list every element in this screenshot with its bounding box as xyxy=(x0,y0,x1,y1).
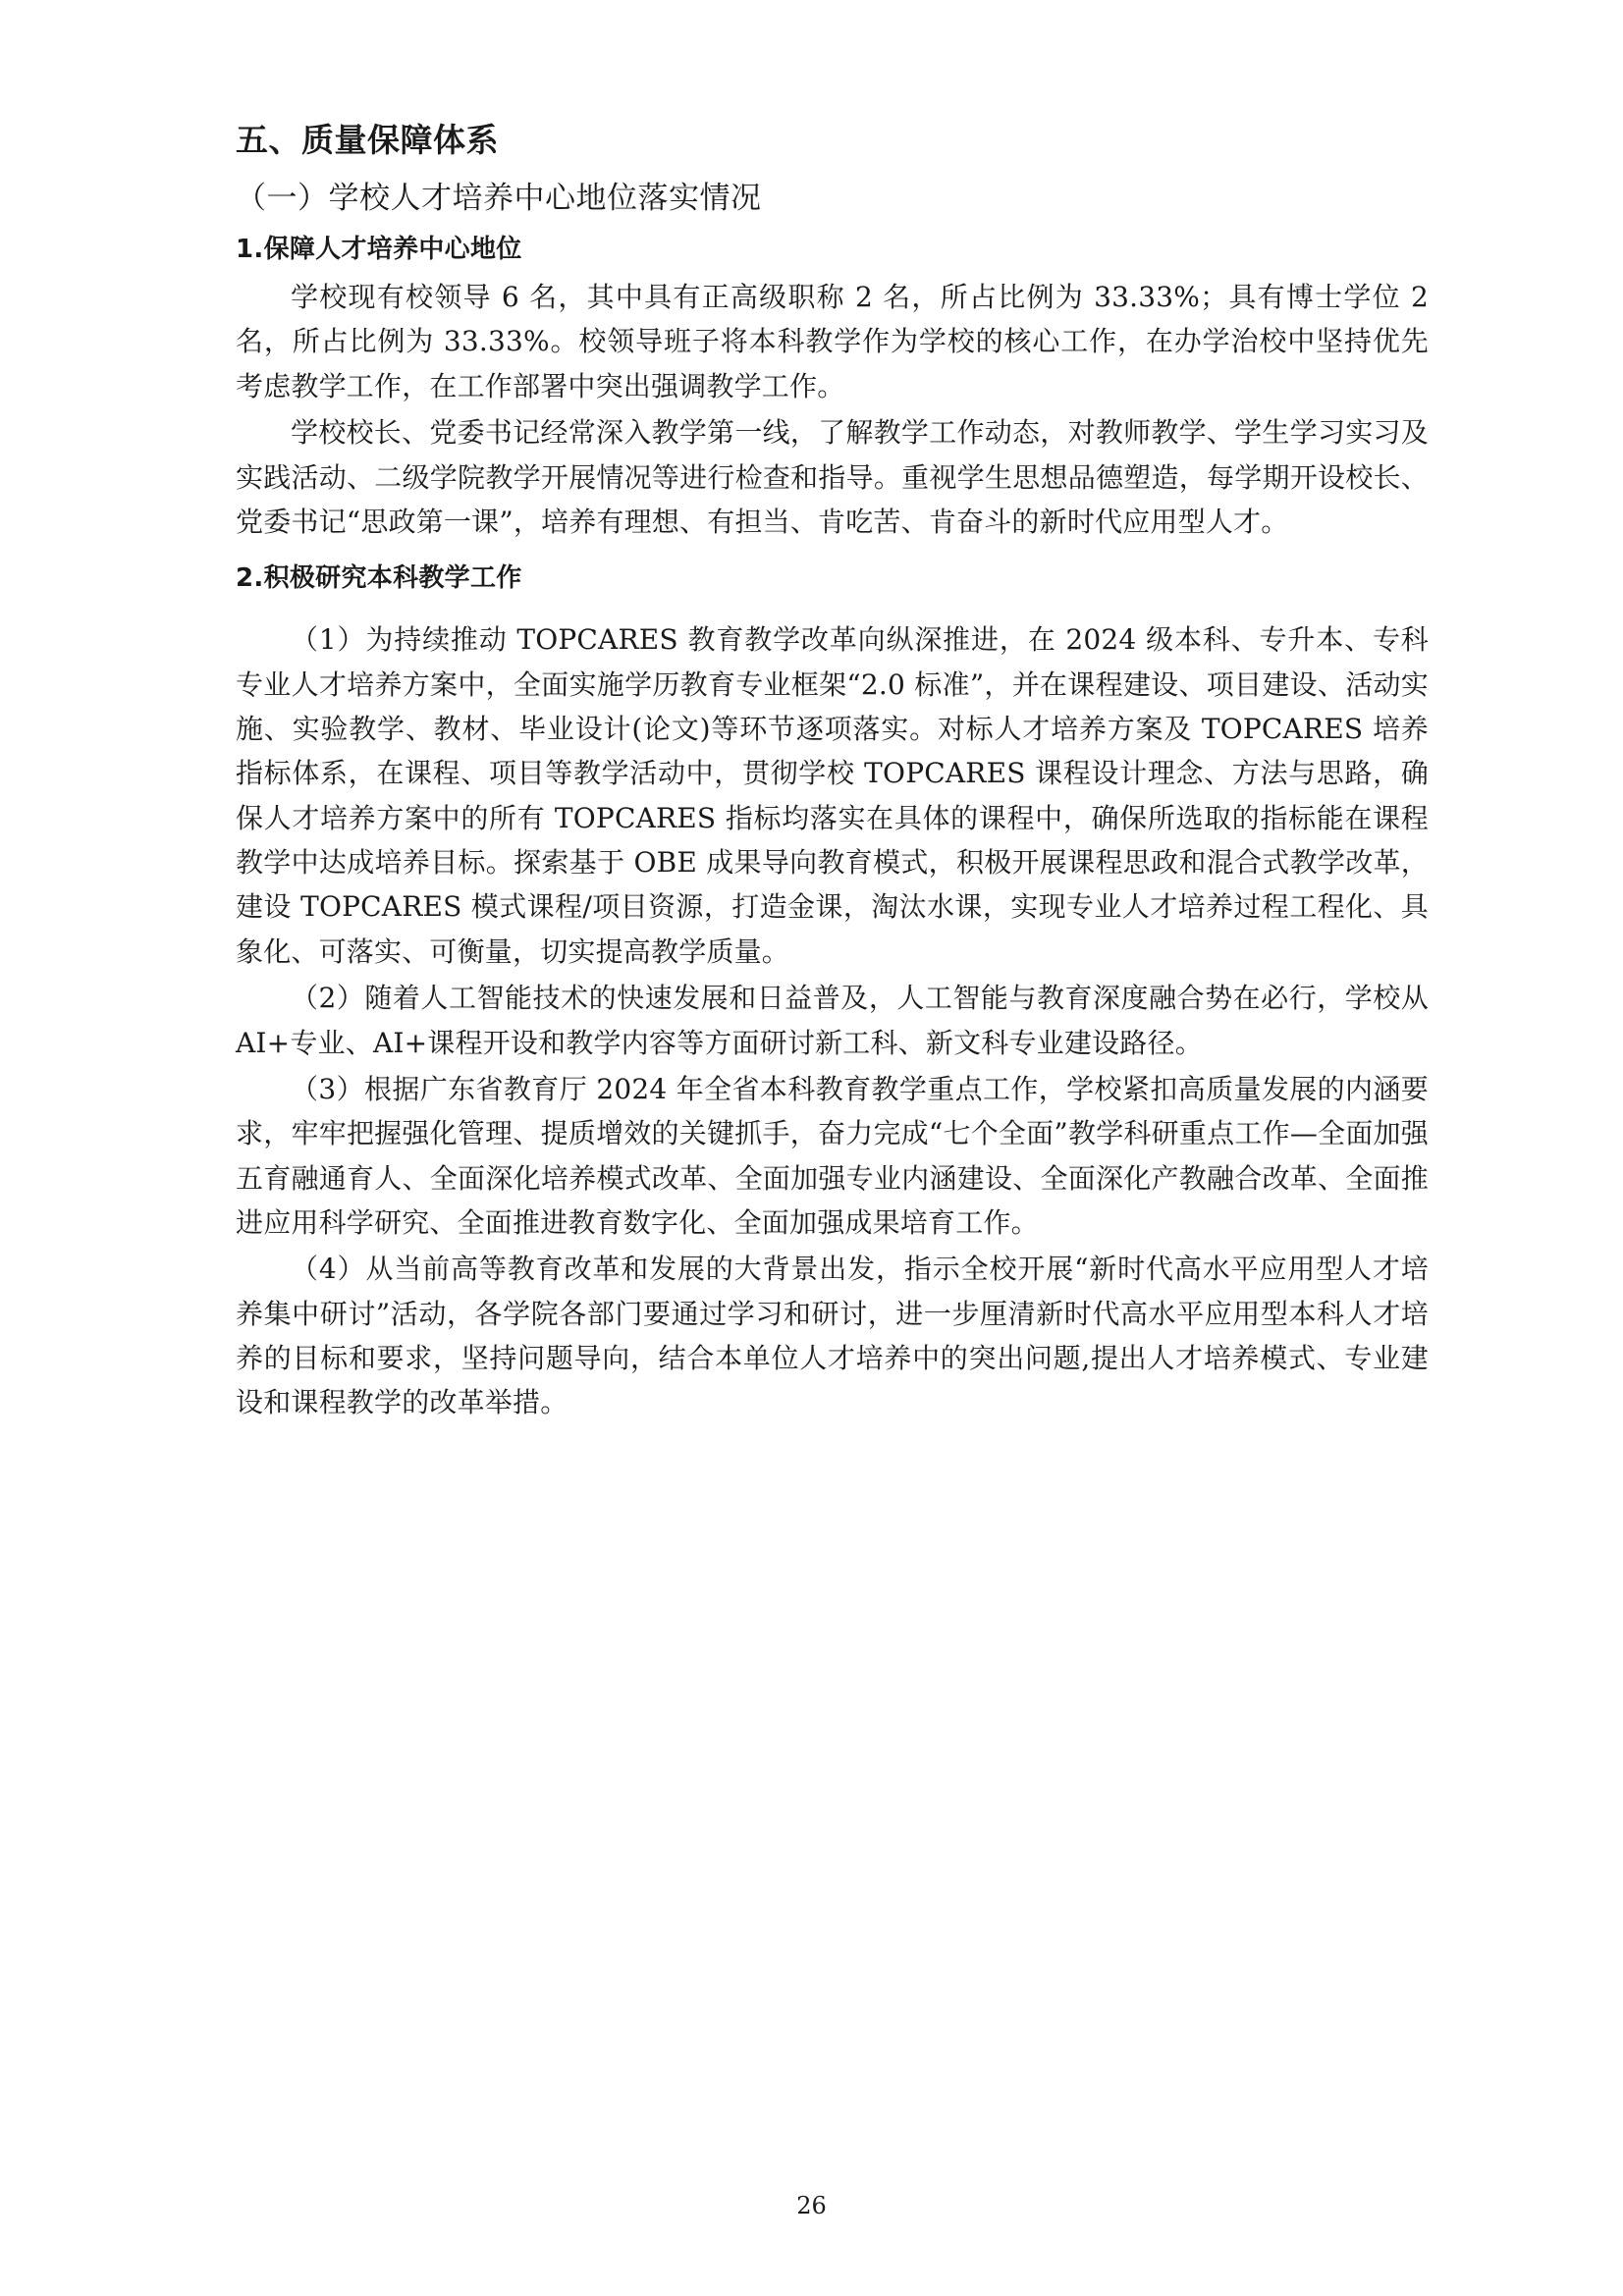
page-number: 26 xyxy=(796,2192,827,2219)
paragraph: （2）随着人工智能技术的快速发展和日益普及，人工智能与教育深度融合势在必行，学校从 AI+专业、AI+课程开设和教学内容等方面研讨新工科、新文科专业建设路径。 xyxy=(236,982,1429,1059)
paragraph: 学校现有校领导 6 名，其中具有正高级职称 2 名，所占比例为 33.33%；具有博士学位 2 名，所占比例为 33.33%。校领导班子将本科教学作为学校的核心工作，在办学治校中坚持优先考虑教学工作，在工作部署中突出强调教学工作。 xyxy=(236,281,1429,402)
paragraph: （4）从当前高等教育改革和发展的大背景出发，指示全校开展“新时代高水平应用型人才培养集中研讨”活动，各学院各部门要通过学习和研讨，进一步厘清新时代高水平应用型本科人才培养的目标和要求，坚持问题导向，结合本单位人才培养中的突出问题,提出人才培养模式、专业建设和课程教学的改革举措。 xyxy=(236,1253,1429,1419)
item-title-2: 2.积极研究本科教学工作 xyxy=(236,563,522,594)
sub-section-title: （一）学校人才培养中心地位落实情况 xyxy=(236,181,762,217)
paragraph: 学校校长、党委书记经常深入教学第一线，了解教学工作动态，对教师教学、学生学习实习及实践活动、二级学院教学开展情况等进行检查和指导。重视学生思想品德塑造，每学期开设校长、党委书记“思政第一课”，培养有理想、有担当、肯吃苦、肯奋斗的新时代应用型人才。 xyxy=(236,416,1429,538)
document-body xyxy=(236,118,1429,1425)
paragraph: （3）根据广东省教育厅 2024 年全省本科教育教学重点工作，学校紧扣高质量发展的内涵要求，牢牢把握强化管理、提质增效的关键抓手，奋力完成“七个全面”教学科研重点工作—全面加强五育融通育人、全面深化培养模式改革、全面加强专业内涵建设、全面深化产教融合改革、全面推进应用科学研究、全面推进教育数字化、全面加强成果培育工作。 xyxy=(236,1072,1429,1239)
paragraph: （1）为持续推动 TOPCARES 教育教学改革向纵深推进，在 2024 级本科、专升本、专科专业人才培养方案中，全面实施学历教育专业框架“2.0 标准”，并在课程建设、项目建设、活动实施、实验教学、教材、毕业设计(论文)等环节逐项落实。对标人才培养方案及 TOPCARES 培养指标体系，在课程、项目等教学活动中，贯彻学校 TOPCARES 课程设计理念、方法与思路，确保人才培养方案中的所有 TOPCARES 指标均落实在具体的课程中，确保所选取的指标能在课程教学中达成培养目标。探索基于 OBE 成果导向教育模式，积极开展课程思政和混合式教学改革，建设 TOPCARES 模式课程/项目资源，打造金课，淘汰水课，实现专业人才培养过程工程化、具象化、可落实、可衡量，切实提高教学质量。 xyxy=(236,623,1429,968)
item-title-1: 1.保障人才培养中心地位 xyxy=(236,235,522,265)
section-title: 五、质量保障体系 xyxy=(236,121,499,159)
